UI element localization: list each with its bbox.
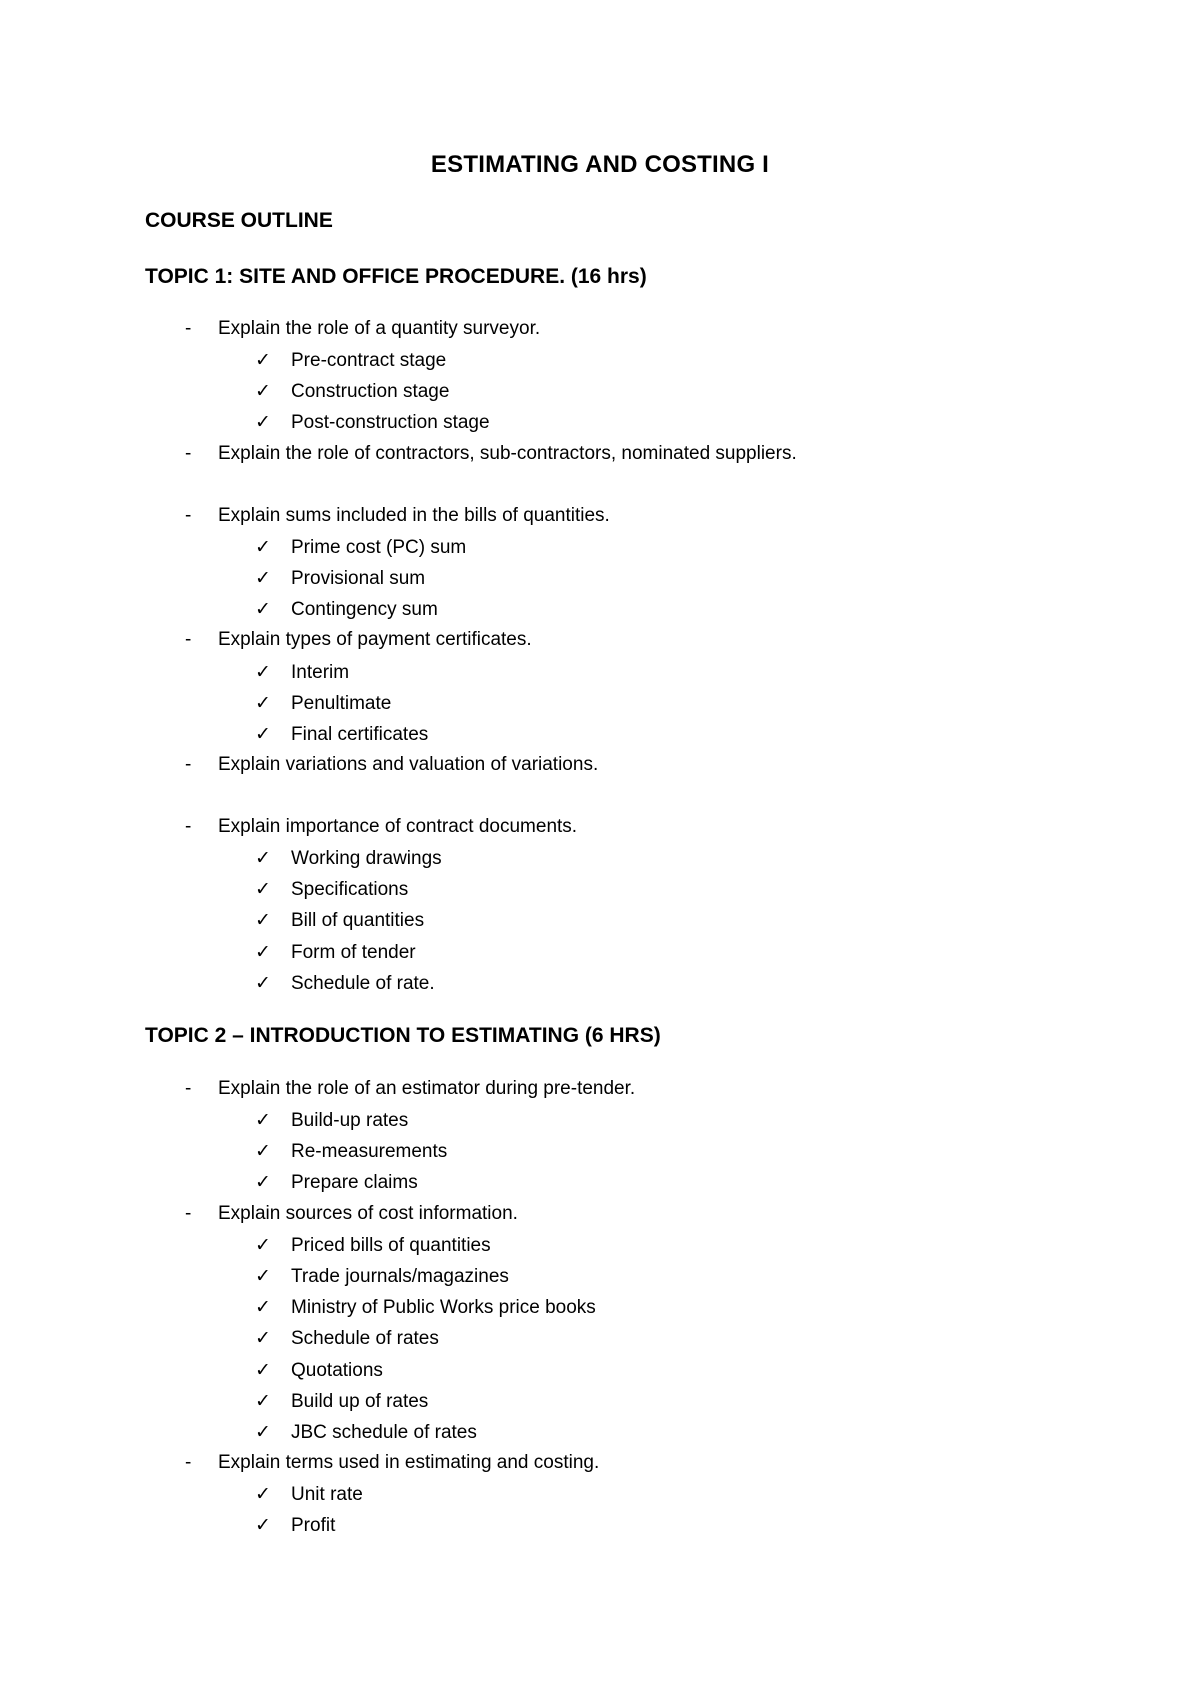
check-item-text: Schedule of rates — [291, 1328, 439, 1349]
check-icon: ✓ — [255, 909, 271, 931]
list-item — [185, 317, 540, 341]
check-item — [255, 566, 425, 591]
check-item-text: Working drawings — [291, 848, 442, 869]
list-item — [185, 442, 797, 466]
list-item — [185, 504, 610, 528]
dash-bullet: - — [185, 1452, 192, 1473]
check-item — [255, 1420, 477, 1445]
check-icon: ✓ — [255, 349, 271, 371]
check-icon: ✓ — [255, 941, 271, 963]
check-item — [255, 1482, 363, 1507]
list-item-text: Explain the role of an estimator during pre-tender. — [218, 1078, 636, 1099]
check-icon: ✓ — [255, 1265, 271, 1287]
list-item-text: Explain variations and valuation of variations. — [218, 754, 599, 775]
check-item-text: Prime cost (PC) sum — [291, 537, 467, 558]
check-icon: ✓ — [255, 411, 271, 433]
check-item-text: JBC schedule of rates — [291, 1422, 477, 1443]
check-icon: ✓ — [255, 1421, 271, 1443]
check-item — [255, 691, 391, 716]
check-icon: ✓ — [255, 1234, 271, 1256]
check-item-text: Final certificates — [291, 724, 429, 745]
check-item-text: Re-measurements — [291, 1141, 448, 1162]
check-icon: ✓ — [255, 1327, 271, 1349]
check-item — [255, 1389, 428, 1414]
check-icon: ✓ — [255, 692, 271, 714]
check-icon: ✓ — [255, 1359, 271, 1381]
list-item-text: Explain the role of a quantity surveyor. — [218, 318, 541, 339]
dash-bullet: - — [185, 318, 192, 339]
check-icon: ✓ — [255, 878, 271, 900]
check-icon: ✓ — [255, 567, 271, 589]
check-item-text: Profit — [291, 1515, 336, 1536]
check-item-text: Build up of rates — [291, 1391, 429, 1412]
check-item — [255, 908, 424, 933]
list-item-text: Explain importance of contract documents. — [218, 816, 578, 837]
list-item — [185, 1202, 518, 1226]
topic2-heading: TOPIC 2 – INTRODUCTION TO ESTIMATING (6 HRS) — [145, 1024, 661, 1047]
check-icon: ✓ — [255, 661, 271, 683]
list-item-text: Explain the role of contractors, sub-contractors, nominated suppliers. — [218, 443, 797, 464]
check-item — [255, 379, 449, 404]
check-item-text: Construction stage — [291, 381, 450, 402]
check-icon: ✓ — [255, 380, 271, 402]
list-item — [185, 1451, 599, 1475]
check-item — [255, 877, 408, 902]
check-item — [255, 597, 438, 622]
check-icon: ✓ — [255, 972, 271, 994]
check-item-text: Schedule of rate. — [291, 973, 435, 994]
check-item-text: Penultimate — [291, 693, 392, 714]
check-item-text: Post-construction stage — [291, 412, 490, 433]
check-icon: ✓ — [255, 1483, 271, 1505]
check-icon: ✓ — [255, 1390, 271, 1412]
check-item-text: Provisional sum — [291, 568, 426, 589]
check-item — [255, 1264, 509, 1289]
list-item — [185, 815, 577, 839]
check-icon: ✓ — [255, 1514, 271, 1536]
check-item-text: Ministry of Public Works price books — [291, 1297, 596, 1318]
check-item-text: Bill of quantities — [291, 910, 425, 931]
check-item — [255, 1108, 408, 1133]
check-item-text: Quotations — [291, 1360, 383, 1381]
check-item-text: Form of tender — [291, 942, 416, 963]
check-item — [255, 846, 442, 871]
check-item — [255, 1358, 383, 1383]
check-icon: ✓ — [255, 1171, 271, 1193]
check-item-text: Contingency sum — [291, 599, 438, 620]
check-icon: ✓ — [255, 598, 271, 620]
check-item-text: Priced bills of quantities — [291, 1235, 491, 1256]
check-item — [255, 1233, 491, 1258]
check-item — [255, 348, 446, 373]
check-item-text: Interim — [291, 662, 350, 683]
dash-bullet: - — [185, 1078, 192, 1099]
check-item-text: Specifications — [291, 879, 409, 900]
dash-bullet: - — [185, 629, 192, 650]
list-item-text: Explain sources of cost information. — [218, 1203, 518, 1224]
dash-bullet: - — [185, 754, 192, 775]
check-item — [255, 660, 349, 685]
list-item — [185, 1077, 635, 1101]
check-item — [255, 1139, 447, 1164]
list-item-text: Explain types of payment certificates. — [218, 629, 532, 650]
check-item — [255, 1170, 418, 1195]
check-item-text: Prepare claims — [291, 1172, 418, 1193]
document-title: ESTIMATING AND COSTING I — [430, 151, 770, 178]
check-icon: ✓ — [255, 723, 271, 745]
topic1-heading: TOPIC 1: SITE AND OFFICE PROCEDURE. (16 hrs) — [145, 265, 647, 288]
list-item — [185, 753, 598, 777]
check-icon: ✓ — [255, 1109, 271, 1131]
check-item-text: Unit rate — [291, 1484, 363, 1505]
check-item — [255, 1326, 439, 1351]
check-item — [255, 410, 490, 435]
list-item-text: Explain terms used in estimating and costing. — [218, 1452, 600, 1473]
check-item — [255, 940, 416, 965]
dash-bullet: - — [185, 505, 192, 526]
check-item — [255, 971, 435, 996]
check-icon: ✓ — [255, 1140, 271, 1162]
check-item-text: Trade journals/magazines — [291, 1266, 509, 1287]
check-icon: ✓ — [255, 1296, 271, 1318]
check-icon: ✓ — [255, 536, 271, 558]
list-item — [185, 628, 532, 652]
dash-bullet: - — [185, 1203, 192, 1224]
dash-bullet: - — [185, 816, 192, 837]
check-item-text: Pre-contract stage — [291, 350, 447, 371]
course-outline-heading: COURSE OUTLINE — [145, 209, 333, 232]
dash-bullet: - — [185, 443, 192, 464]
check-icon: ✓ — [255, 847, 271, 869]
check-item — [255, 535, 466, 560]
check-item — [255, 722, 428, 747]
check-item — [255, 1513, 335, 1538]
list-item-text: Explain sums included in the bills of quantities. — [218, 505, 610, 526]
check-item — [255, 1295, 596, 1320]
check-item-text: Build-up rates — [291, 1110, 409, 1131]
